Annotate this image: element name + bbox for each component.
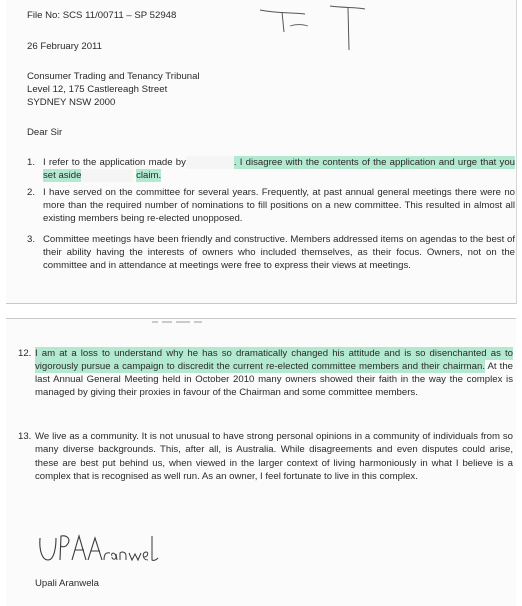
paragraph-3: Committee meetings have been friendly and constructive. Members addressed items on agendas to the best of their ability having the interests of owners who included themselves, as their focus. Owners, not on the committee and in attendance at meetings were free to express their views at meetings.: [43, 234, 515, 272]
salutation: Dear Sir: [27, 127, 63, 138]
file-number: File No: SCS 11/00711 – SP 52948: [27, 10, 177, 21]
signature-image: [36, 530, 166, 570]
paragraph-1: [43, 156, 515, 182]
paragraph-number: 3.: [27, 234, 36, 245]
handwritten-mark-icon: [250, 2, 390, 60]
signatory-name: Upali Aranwela: [35, 578, 99, 589]
letter-date: 26 February 2011: [27, 41, 103, 52]
paragraph-12-rest: At the last Annual General Meeting held in October 2010 many owners showed their faith in the way the complex is managed by giving their proxies in favour of the Chairman and some committee members.: [35, 361, 513, 398]
paragraph-2: I have served on the committee for several years. Frequently, at past annual general meetings there were no more than the required number of nominations to fill positions on a new committee. This resulted in almost all existing members being re-elected unopposed.: [43, 187, 515, 225]
address-line-3: SYDNEY NSW 2000: [27, 97, 116, 108]
paragraph-number: 2.: [27, 187, 36, 198]
redaction-block: [186, 156, 234, 169]
cropped-text-remnant: [150, 318, 210, 326]
paragraph-1-part-c: claim.: [136, 170, 162, 182]
paragraph-number: 12.: [18, 348, 32, 359]
paragraph-1-highlight: . I disagree with the contents of the application and urge that you set aside: [43, 157, 515, 182]
address-line-1: Consumer Trading and Tenancy Tribunal: [27, 71, 200, 82]
redaction-block: [81, 169, 133, 182]
address-line-2: Level 12, 175 Castlereagh Street: [27, 84, 168, 95]
paragraph-1-part-a: I refer to the application made by: [43, 157, 186, 168]
paragraph-12: [35, 347, 513, 399]
paragraph-number: 1.: [27, 157, 36, 168]
paragraph-number: 13.: [18, 431, 32, 442]
paragraph-12-highlight: I am at a loss to understand why he has so dramatically changed his attitude and is so disenchanted as to vigorously pursue a campaign to discredit the current re-elected committee members and their chairman.: [35, 348, 513, 372]
paragraph-13: We live as a community. It is not unusual to have strong personal opinions in a community of individuals from so many diverse backgrounds. This, after all, is Australia. While disagreements and even disputes could arise, these are best put behind us, when viewed in the larger context of living harmoniously in what I believe is a complex that is recognised as well run. As an owner, I feel fortunate to live in this complex.: [35, 431, 513, 483]
